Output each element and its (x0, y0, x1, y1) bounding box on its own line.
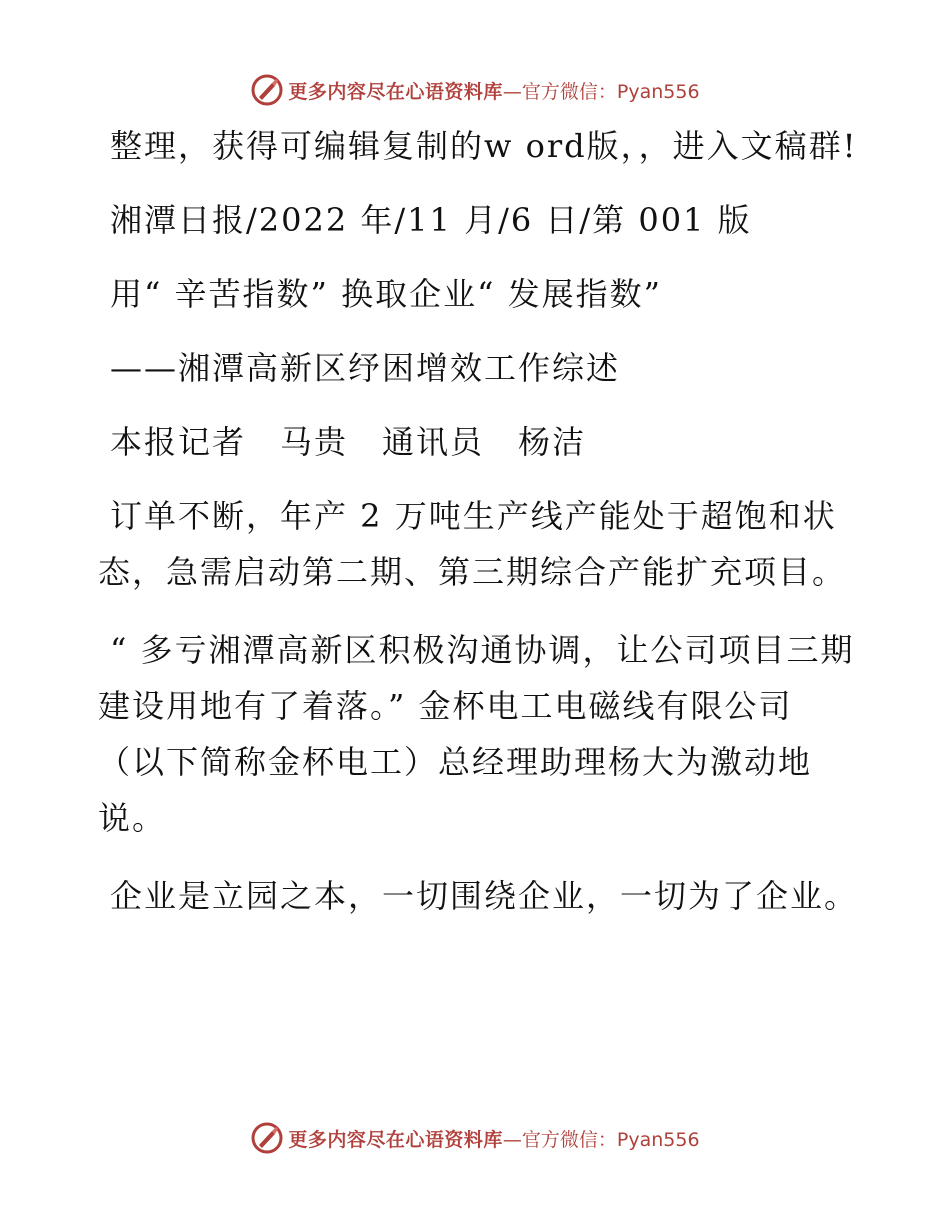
body-paragraph: “ 多亏湘潭高新区积极沟通协调，让公司项目三期建设用地有了着落。” 金杯电工电磁线有限公司（以下简称金杯电工）总经理助理杨大为激动地说。 (98, 631, 855, 837)
body-paragraph: 订单不断，年产 2 万吨生产线产能处于超饱和状态，急需启动第二期、第三期综合产能扩充项目。 (98, 497, 847, 591)
body-paragraph: 企业是立园之本，一切围绕企业，一切为了企业。 (110, 877, 859, 915)
publication-line: 湘潭日报/2022 年/11 月/6 日/第 001 版 (110, 201, 752, 239)
footer-watermark (0, 1118, 950, 1158)
intro-paragraph: 整理，获得可编辑复制的w ord版，，进入文稿群! (110, 127, 858, 165)
article-subtitle: ——湘潭高新区纾困增效工作综述 (110, 349, 621, 387)
pen-logo-icon (250, 1121, 284, 1155)
pen-logo-icon (250, 73, 284, 107)
article-title: 用“ 辛苦指数” 换取企业“ 发展指数” (110, 275, 662, 313)
header-watermark (0, 70, 950, 110)
article-body (98, 118, 858, 924)
watermark-wechat: —官方微信：Pyan556 (502, 80, 700, 103)
watermark-text: 更多内容尽在心语资料库 (288, 1128, 503, 1151)
watermark-text: 更多内容尽在心语资料库 (288, 80, 503, 103)
watermark-wechat: —官方微信：Pyan556 (502, 1128, 700, 1151)
byline: 本报记者 马贵 通讯员 杨洁 (110, 423, 587, 461)
